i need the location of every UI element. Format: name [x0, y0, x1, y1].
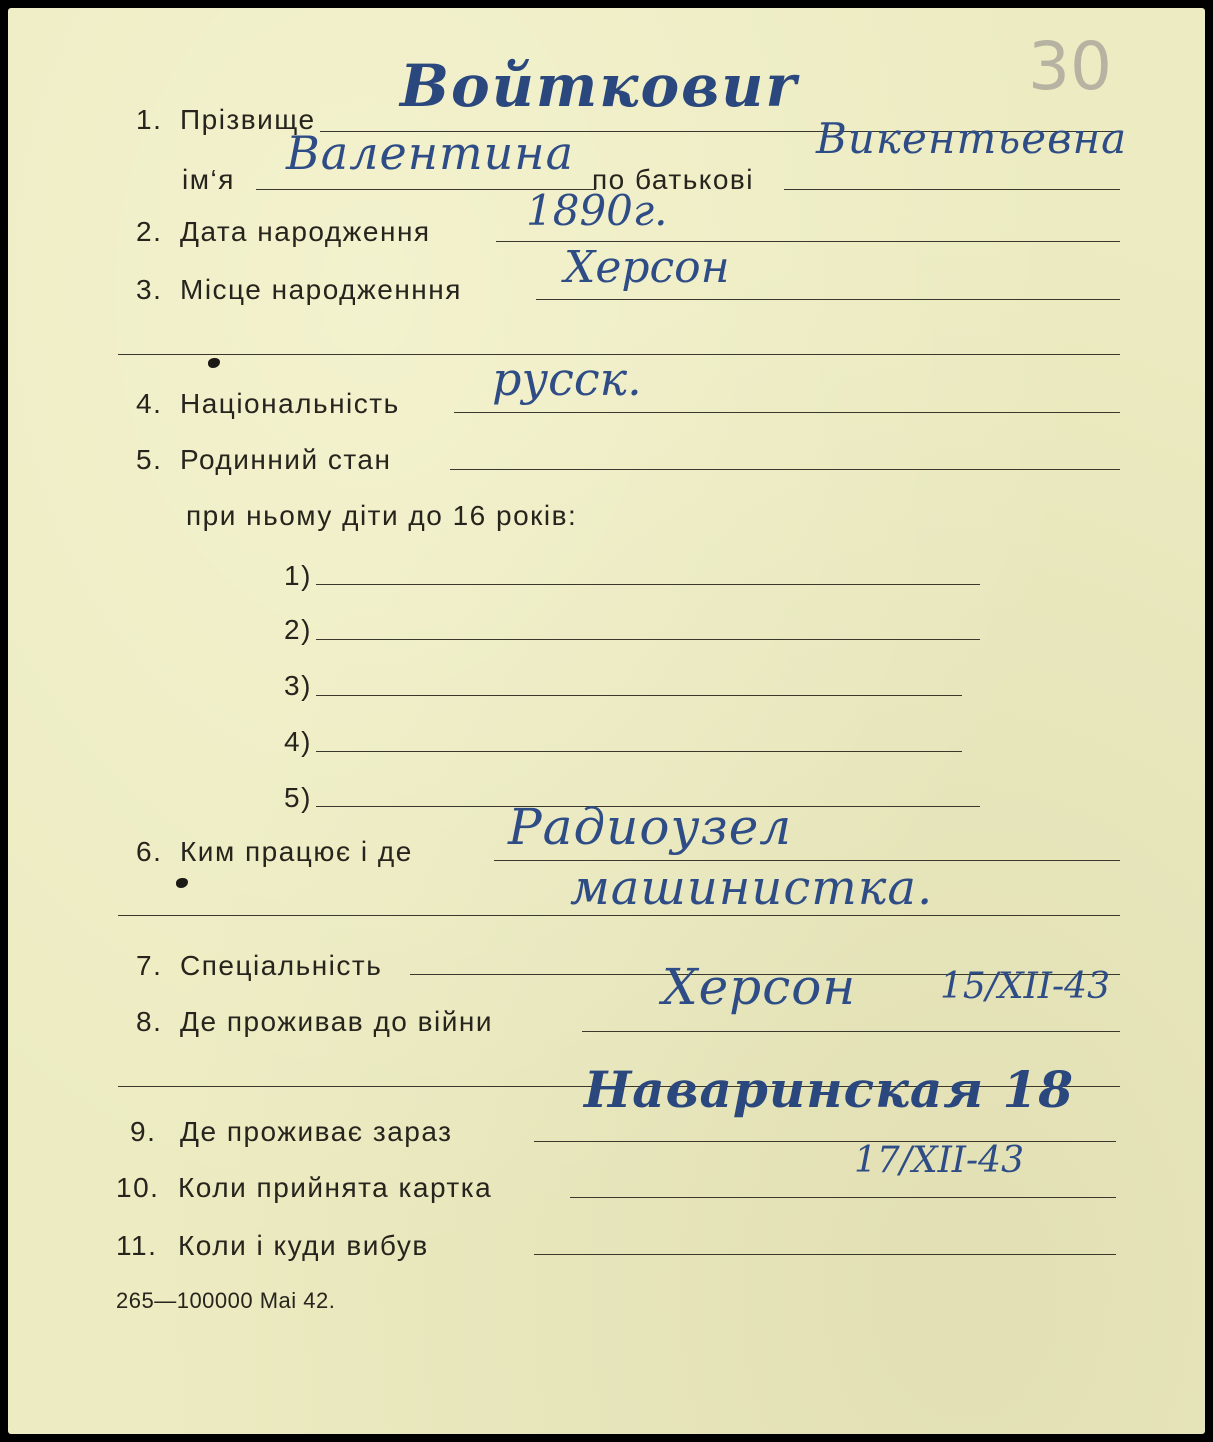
field-7-number: 7. [136, 950, 163, 981]
handwritten-occupation: машинистка. [570, 860, 934, 916]
field-9-number: 9. [130, 1116, 157, 1147]
handwritten-workplace: Радиоузел [508, 798, 793, 856]
current-residence-line [534, 1141, 1116, 1142]
field-5-number: 5. [136, 444, 163, 475]
patronymic-line [784, 189, 1120, 190]
handwritten-date-1: 15/XII-43 [940, 966, 1110, 1007]
child-5-number: 5) [284, 782, 312, 813]
field-1-label: Прізвище [180, 104, 316, 135]
handwritten-surname: Войтковиr [400, 52, 799, 120]
prewar-residence-line [582, 1031, 1120, 1032]
registration-card [8, 8, 1205, 1434]
field-3-label: Місце народженння [180, 274, 462, 305]
field-8-number: 8. [136, 1006, 163, 1037]
handwritten-current-address: Наваринская 18 [584, 1060, 1075, 1119]
handwritten-first-name: Валентина [286, 126, 575, 180]
handwritten-nationality: русск. [492, 352, 642, 406]
child-3-line [316, 695, 962, 696]
field-11-label: Коли і куди вибув [178, 1230, 429, 1261]
departure-line [534, 1254, 1116, 1255]
child-4-line [316, 751, 962, 752]
child-2-line [316, 639, 980, 640]
child-1-number: 1) [284, 560, 312, 591]
field-4-number: 4. [136, 388, 163, 419]
nationality-line [454, 412, 1120, 413]
child-1-line [316, 584, 980, 585]
field-6-label: Ким працює і де [180, 836, 413, 867]
corner-pencil-number: 30 [1028, 28, 1112, 105]
field-3-number: 3. [136, 274, 163, 305]
field-9-label: Де проживає зараз [180, 1116, 453, 1147]
print-run-footer: 265—100000 Mai 42. [116, 1288, 336, 1313]
field-2-label: Дата народження [180, 216, 431, 247]
handwritten-birth-place: Херсон [564, 242, 730, 293]
field-10-label: Коли прийнята картка [178, 1172, 493, 1203]
field-7-label: Спеціальність [180, 950, 383, 981]
handwritten-birth-date: 1890г. [526, 186, 668, 235]
field-6-number: 6. [136, 836, 163, 867]
child-4-number: 4) [284, 726, 312, 757]
card-accepted-line [570, 1197, 1116, 1198]
field-10-number: 10. [116, 1172, 160, 1203]
paper-hole [176, 878, 188, 888]
handwritten-prewar-city: Херсон [662, 958, 857, 1016]
child-2-number: 2) [284, 614, 312, 645]
paper-hole [208, 358, 220, 368]
child-3-number: 3) [284, 670, 312, 701]
field-1-number: 1. [136, 104, 163, 135]
field-11-number: 11. [116, 1230, 158, 1261]
first-name-label: ім‘я [182, 164, 235, 195]
field-8-label: Де проживав до війни [180, 1006, 493, 1037]
patronymic-label: по батькові [592, 164, 755, 195]
handwritten-patronymic: Викентьевна [816, 114, 1128, 163]
children-label: при ньому діти до 16 років: [186, 500, 578, 531]
handwritten-date-2: 17/XII-43 [854, 1140, 1024, 1181]
birth-place-line [536, 299, 1120, 300]
field-2-number: 2. [136, 216, 163, 247]
marital-status-line [450, 469, 1120, 470]
field-5-label: Родинний стан [180, 444, 392, 475]
field-4-label: Національність [180, 388, 400, 419]
